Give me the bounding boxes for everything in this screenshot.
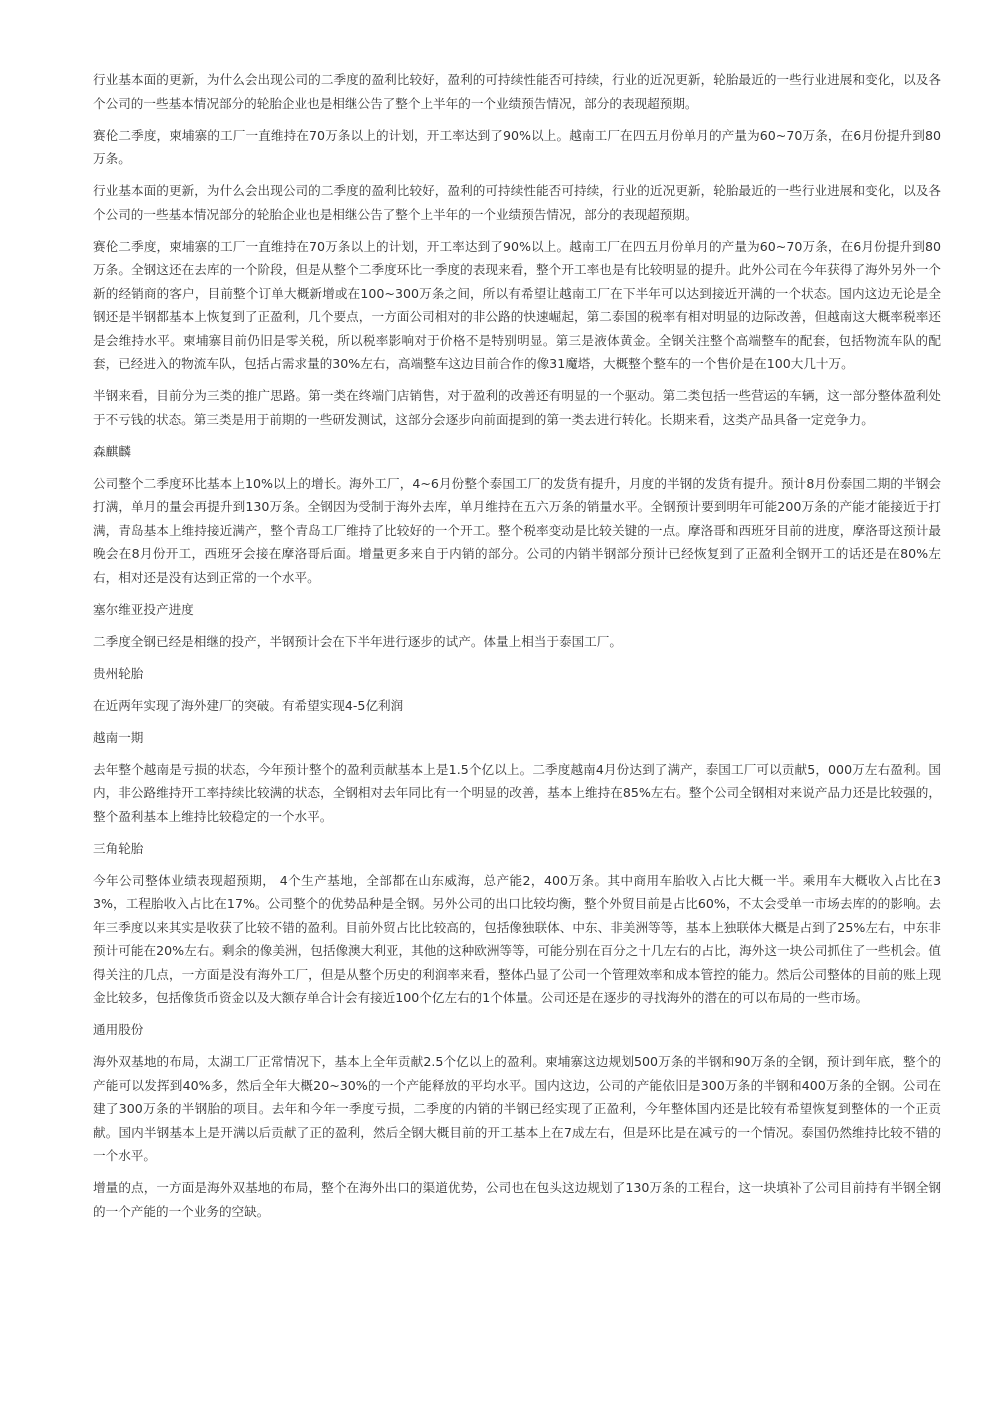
paragraph-guizhou-tyre: 在近两年实现了海外建厂的突破。有希望实现4-5亿利润 xyxy=(93,697,404,713)
paragraph-semi-steel-strategy: 半钢来看，目前分为三类的推广思路。第一类在终端门店销售，对于盈利的改善还有明显的一个驱动。第二类包括一些营运的车辆，这一部分整体盈利处于不亏钱的状态。第三类是用于前期的一些研发测试，这部分会逐步向前面提到的第一类去进行转化。长期来看，这类产品具备一定竞争力。 xyxy=(93,388,941,427)
paragraph-vietnam-phase1: 去年整个越南是亏损的状态，今年预计整个的盈利贡献基本上是1.5个亿以上。二季度越南4月份达到了满产，泰国工厂可以贡献5，000万左右盈利。国内，非公路维持开工率持续比较满的状态，全钢相对去年同比有一个明显的改善，基本上维持在85%左右。整个公司全钢相对来说产品力还是比较强的，整个盈利基本上维持比较稳定的一个水平。 xyxy=(93,761,941,824)
paragraph-triangle-tyre: 今年公司整体业绩表现超预期， 4个生产基地，全部都在山东威海，总产能2，400万条。其中商用车胎收入占比大概一半。乘用车大概收入占比在33%，工程胎收入占比在17%。公司整个的优势品种是全钢。另外公司的出口比较均衡，整个外贸目前是占比60%，不太会受单一市场去库的的影响。去年三季度以来其实是收获了比较不错的盈利。目前外贸占比比较高的，包括像独联体、中东、非美洲等等，基本上独联体大概是占到了25%左右，中东非预计可能在20%左右。剩余的像美洲，包括像澳大利亚，其他的这种欧洲等等，可能分别在百分之十几左右的占比，海外这一块公司抓住了一些机会。值得关注的几点，一方面是没有海外工厂，但是从整个历史的利润率来看，整体凸显了公司一个管理效率和成本管控的能力。然后公司整体的目前的账上现金比较多，包括像货币资金以及大额存单合计会有接近100个亿左右的1个体量。公司还是在逐步的寻找海外的潜在的可以布局的一些市场。 xyxy=(93,872,941,1005)
section-heading-triangle-tyre: 三角轮胎 xyxy=(93,840,144,856)
section-heading-guizhou-tyre: 贵州轮胎 xyxy=(93,665,144,681)
paragraph-industry-update-2: 行业基本面的更新，为什么会出现公司的二季度的盈利比较好，盈利的可持续性能否可持续，行业的近况更新，轮胎最近的一些行业进展和变化，以及各个公司的一些基本情况部分的轮胎企业也是相继公告了整个上半年的一个业绩预告情况，部分的表现超预期。 xyxy=(93,183,941,222)
paragraph-sailun-q2-short: 赛伦二季度，柬埔寨的工厂一直维持在70万条以上的计划，开工率达到了90%以上。越南工厂在四五月份单月的产量为60~70万条，在6月份提升到80万条。 xyxy=(93,127,941,166)
section-heading-vietnam-phase1: 越南一期 xyxy=(93,729,144,745)
paragraph-general-shares-2: 增量的点，一方面是海外双基地的布局，整个在海外出口的渠道优势，公司也在包头这边规划了130万条的工程台，这一块填补了公司目前持有半钢全钢的一个产能的一个业务的空缺。 xyxy=(93,1180,941,1219)
section-heading-serbia: 塞尔维亚投产进度 xyxy=(93,601,194,617)
paragraph-serbia: 二季度全钢已经是相继的投产，半钢预计会在下半年进行逐步的试产。体量上相当于泰国工厂。 xyxy=(93,633,622,649)
section-heading-general-shares: 通用股份 xyxy=(93,1022,144,1037)
document-body xyxy=(93,68,941,1232)
section-heading-senqilin: 森麒麟 xyxy=(93,443,131,459)
paragraph-industry-update-1: 行业基本面的更新，为什么会出现公司的二季度的盈利比较好，盈利的可持续性能否可持续，行业的近况更新，轮胎最近的一些行业进展和变化，以及各个公司的一些基本情况部分的轮胎企业也是相继公告了整个上半年的一个业绩预告情况，部分的表现超预期。 xyxy=(93,72,941,111)
paragraph-general-shares-1: 海外双基地的布局，太湖工厂正常情况下，基本上全年贡献2.5个亿以上的盈利。柬埔寨这边规划500万条的半钢和90万条的全钢，预计到年底，整个的产能可以发挥到40%多，然后全年大概20~30%的一个产能释放的平均水平。国内这边，公司的产能依旧是300万条的半钢和400万条的全钢。公司在建了300万条的半钢胎的项目。去年和今年一季度亏损，二季度的内销的半钢已经实现了正盈利，今年整体国内还是比较有希望恢复到整体的一个正贡献。国内半钢基本上是开满以后贡献了正的盈利，然后全钢大概目前的开工基本上在7成左右，但是环比是在减亏的一个情况。泰国仍然维持比较不错的一个水平。 xyxy=(93,1054,941,1163)
paragraph-sailun-q2-full: 赛伦二季度，柬埔寨的工厂一直维持在70万条以上的计划，开工率达到了90%以上。越南工厂在四五月份单月的产量为60~70万条，在6月份提升到80万条。全钢这还在去库的一个阶段，但是从整个二季度环比一季度的表现来看，整个开工率也是有比较明显的提升。此外公司在今年获得了海外另外一个新的经销商的客户，目前整个订单大概新增或在100~300万条之间，所以有希望让越南工厂在下半年可以达到接近开满的一个状态。国内这边无论是全钢还是半钢都基本上恢复到了正盈利，几个要点，一方面公司相对的非公路的快速崛起，第二泰国的税率有相对明显的边际改善，但越南这大概率税率还是会维持水平。柬埔寨目前仍旧是零关税，所以税率影响对于价格不是特别明显。第三是液体黄金。全钢关注整个高端整车的配套，包括物流车队的配套，已经进入的物流车队，包括占需求量的30%左右，高端整车这边目前合作的像31魔塔，大概整个整车的一个售价是在100大几十万。 xyxy=(93,238,941,371)
paragraph-senqilin: 公司整个二季度环比基本上10%以上的增长。海外工厂，4~6月份整个泰国工厂的发货有提升，月度的半钢的发货有提升。预计8月份泰国二期的半钢会打满，单月的量会再提升到130万条。全钢因为受制于海外去库，单月维持在五六万条的销量水平。全钢预计要到明年可能200万条的产能才能接近于打满，青岛基本上维持接近满产，整个青岛工厂维持了比较好的一个开工。整个税率变动是比较关键的一点。摩洛哥和西班牙目前的进度，摩洛哥这预计最晚会在8月份开工，西班牙会接在摩洛哥后面。增量更多来自于内销的部分。公司的内销半钢部分预计已经恢复到了正盈利全钢开工的话还是在80%左右，相对还是没有达到正常的一个水平。 xyxy=(93,475,941,585)
